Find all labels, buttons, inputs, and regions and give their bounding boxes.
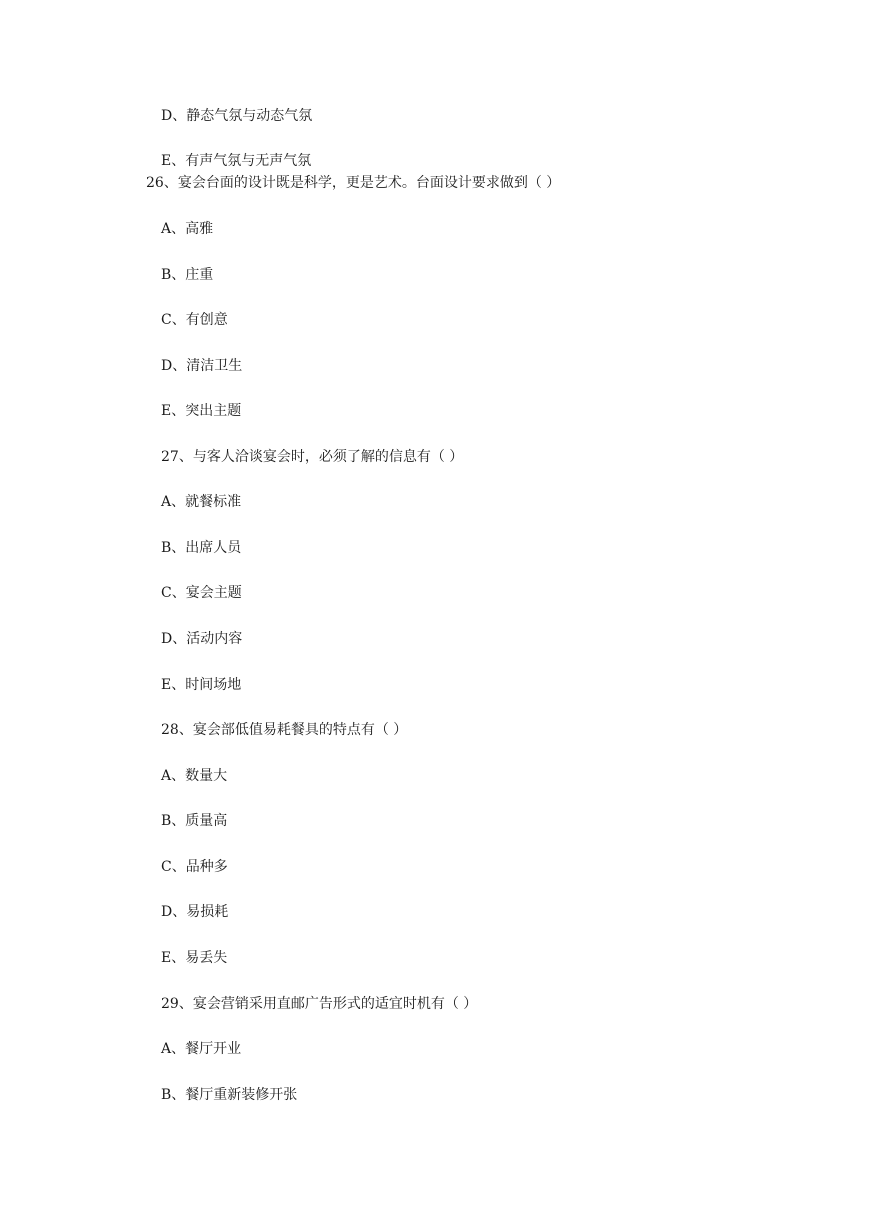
- option-29-b: B、餐厅重新装修开张: [161, 1087, 298, 1103]
- option-28-b: B、质量高: [161, 813, 228, 829]
- option-26-e: E、突出主题: [161, 403, 242, 419]
- question-29: 29、宴会营销采用直邮广告形式的适宜时机有（ ）: [161, 996, 478, 1012]
- option-27-b: B、出席人员: [161, 540, 242, 556]
- option-28-d: D、易损耗: [161, 904, 229, 920]
- option-28-e: E、易丢失: [161, 950, 228, 966]
- option-25-e: E、有声气氛与无声气氛: [161, 153, 312, 169]
- question-27: 27、与客人洽谈宴会时，必须了解的信息有（ ）: [161, 449, 464, 465]
- option-27-e: E、时间场地: [161, 677, 242, 693]
- option-26-c: C、有创意: [161, 312, 228, 328]
- option-29-a: A、餐厅开业: [161, 1041, 242, 1057]
- option-27-a: A、就餐标准: [161, 494, 242, 510]
- option-27-c: C、宴会主题: [161, 585, 242, 601]
- option-26-a: A、高雅: [161, 221, 214, 237]
- option-28-a: A、数量大: [161, 768, 228, 784]
- question-28: 28、宴会部低值易耗餐具的特点有（ ）: [161, 722, 408, 738]
- option-27-d: D、活动内容: [161, 631, 243, 647]
- option-25-d: D、静态气氛与动态气氛: [161, 108, 313, 124]
- option-26-d: D、清洁卫生: [161, 358, 243, 374]
- question-26: 26、宴会台面的设计既是科学，更是艺术。台面设计要求做到（ ）: [146, 175, 561, 191]
- option-28-c: C、品种多: [161, 859, 228, 875]
- option-26-b: B、庄重: [161, 267, 214, 283]
